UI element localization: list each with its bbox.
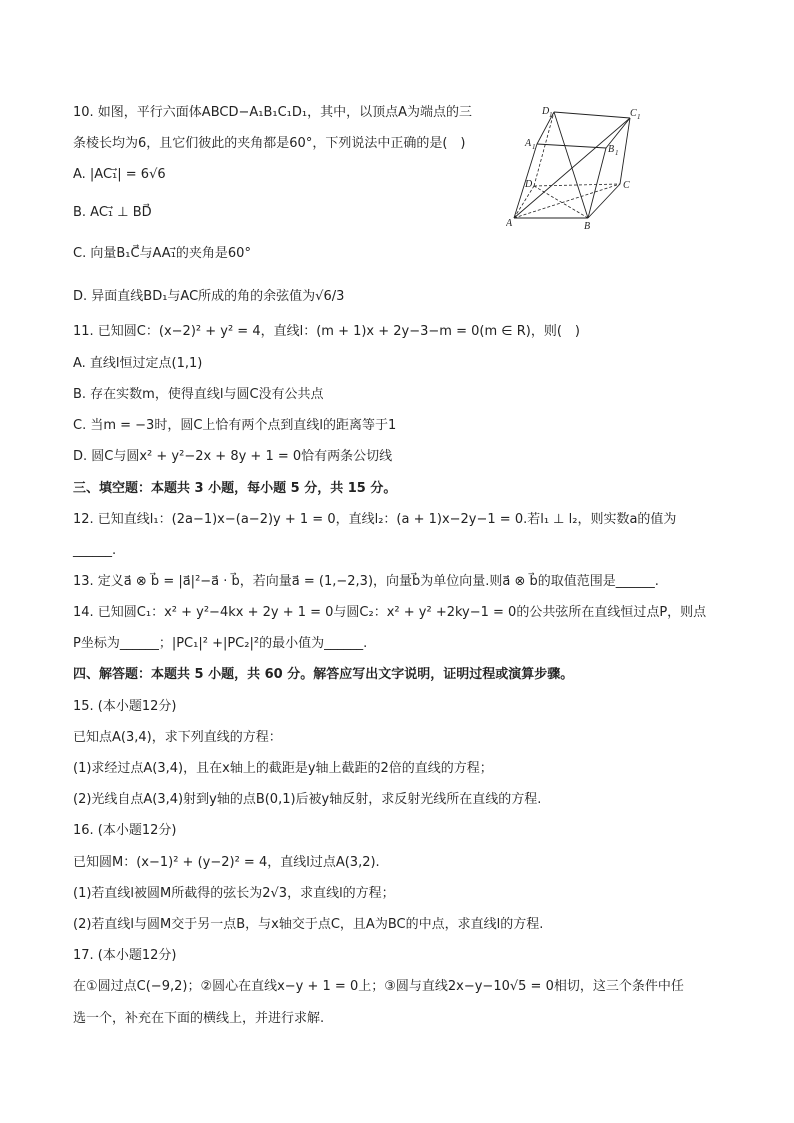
label-B: B — [584, 221, 591, 232]
label-B1-sub: 1 — [615, 149, 619, 157]
text-line-q17-l1: 在①圆过点C(−9,2)；②圆心在直线x−y + 1 = 0上；③圆与直线2x−y−10√5 = 0相切，这三个条件中任 — [73, 979, 684, 994]
edge-DD1 — [534, 112, 554, 186]
text-line-q12: 12. 已知直线l₁：(2a−1)x−(a−2)y + 1 = 0，直线l₂：(a + 1)x−2y−1 = 0.若l₁ ⊥ l₂，则实数a的值为 — [73, 512, 677, 527]
edge-D1C1 — [554, 112, 630, 118]
text-line-q16-stem: 已知圆M：(x−1)² + (y−2)² = 4，直线l过点A(3,2). — [73, 855, 380, 870]
text-line-q10-d: D. 异面直线BD₁与AC所成的角的余弦值为√6/3 — [73, 289, 345, 304]
text-line-q12-blank: ______. — [73, 543, 117, 558]
label-D1-sub: 1 — [549, 111, 553, 119]
text-line-q10-b: B. AC₁⃗ ⊥ BD⃗ — [73, 205, 152, 220]
text-line-q16-1: (1)若直线l被圆M所截得的弦长为2√3，求直线l的方程； — [73, 886, 395, 901]
label-D: D — [525, 179, 533, 190]
text-line-q11-c: C. 当m = −3时，圆C上恰有两个点到直线l的距离等于1 — [73, 418, 397, 433]
text-line-sec3: 三、填空题：本题共 3 小题，每小题 5 分，共 15 分。 — [73, 481, 397, 496]
diag-B-D — [534, 186, 588, 218]
text-line-q10-a: A. |AC₁⃗| = 6√6 — [73, 167, 166, 182]
label-A1-sub: 1 — [532, 143, 536, 151]
text-line-q17-l2: 选一个，补充在下面的横线上，并进行求解. — [73, 1011, 325, 1026]
text-line-q15: 15. (本小题12分) — [73, 699, 177, 714]
text-line-q16-2: (2)若直线l与圆M交于另一点B，与x轴交于点C，且A为BC的中点，求直线l的方程. — [73, 917, 544, 932]
text-line-q13: 13. 定义a⃗ ⊗ b⃗ = |a⃗|²−a⃗ · b⃗，若向量a⃗ = (1,−2,3)，向量b⃗为单位向量.则a⃗ ⊗ b⃗的取值范围是______. — [73, 574, 659, 589]
edge-BB1 — [588, 148, 606, 218]
text-line-q11: 11. 已知圆C：(x−2)² + y² = 4，直线l：(m + 1)x + 2y−3−m = 0(m ∈ R)，则( ) — [73, 324, 580, 339]
diag-B-D1 — [554, 112, 588, 218]
text-line-q11-d: D. 圆C与圆x² + y²−2x + 8y + 1 = 0恰有两条公切线 — [73, 449, 393, 464]
text-line-q17: 17. (本小题12分) — [73, 948, 177, 963]
text-line-q11-b: B. 存在实数m，使得直线l与圆C没有公共点 — [73, 387, 324, 402]
parallelepiped-figure — [506, 104, 646, 232]
text-line-q14-l2: P坐标为______；|PC₁|² +|PC₂|²的最小值为______. — [73, 636, 368, 651]
text-line-q11-a: A. 直线l恒过定点(1,1) — [73, 356, 203, 371]
edge-CC1 — [620, 118, 630, 184]
text-line-q15-1: (1)求经过点A(3,4)，且在x轴上的截距是y轴上截距的2倍的直线的方程； — [73, 761, 493, 776]
text-line-q16: 16. (本小题12分) — [73, 823, 177, 838]
label-B1: B — [608, 144, 615, 155]
text-line-q15-2: (2)光线自点A(3,4)射到y轴的点B(0,1)后被y轴反射，求反射光线所在直线的方程. — [73, 792, 542, 807]
text-line-sec4: 四、解答题：本题共 5 小题，共 60 分。解答应写出文字说明，证明过程或演算步骤。 — [73, 667, 574, 682]
label-C: C — [623, 180, 630, 191]
text-line-q14-l1: 14. 已知圆C₁：x² + y²−4kx + 2y + 1 = 0与圆C₂：x² + y² +2ky−1 = 0的公共弦所在直线恒过点P，则点 — [73, 605, 707, 620]
label-C1: C — [630, 108, 637, 119]
text-line-q10-c: C. 向量B₁C⃗与AA₁⃗的夹角是60° — [73, 246, 251, 261]
text-line-q10-l1: 10. 如图，平行六面体ABCD−A₁B₁C₁D₁，其中，以顶点A为端点的三 — [73, 105, 473, 120]
text-line-q15-stem: 已知点A(3,4)，求下列直线的方程： — [73, 730, 282, 745]
label-C1-sub: 1 — [637, 113, 641, 121]
edge-AD — [514, 186, 534, 218]
label-A: A — [506, 218, 513, 229]
text-line-q10-l2: 条棱长均为6，且它们彼此的夹角都是60°，下列说法中正确的是( ) — [73, 136, 466, 151]
label-D1: D — [542, 106, 550, 117]
label-A1: A — [525, 138, 532, 149]
